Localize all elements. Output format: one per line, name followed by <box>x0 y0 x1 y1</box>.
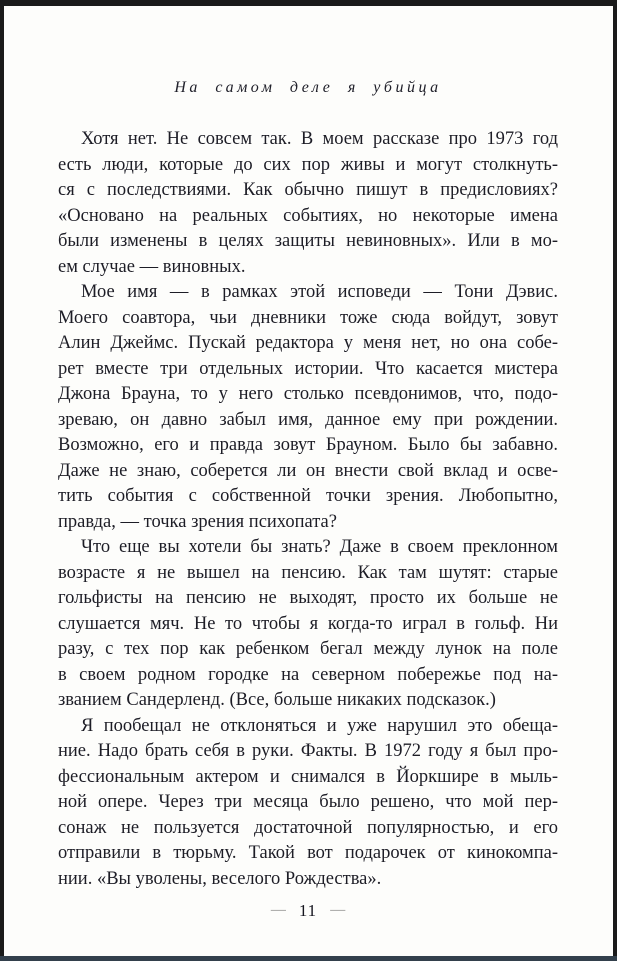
page-number-dash-right: — <box>330 901 346 918</box>
book-page <box>4 6 613 956</box>
text-line: есть люди, которые до сих пор живы и могут столкнуть- <box>58 154 558 175</box>
text-line: Моего соавтора, чьи дневники тоже сюда войдут, зовут <box>58 307 558 328</box>
text-line: ние. Надо брать себя в руки. Факты. В 1972 году я был про- <box>58 741 558 761</box>
paragraph <box>58 127 558 280</box>
text-line: правда, — точка зрения психопата? <box>58 511 337 532</box>
running-header: На самом деле я убийца <box>174 79 442 96</box>
text-line: «Основано на реальных событиях, но некоторые имена <box>58 205 558 226</box>
text-line: званием Сандерленд. (Все, больше никаких подсказок.) <box>58 690 496 710</box>
paragraph <box>58 280 558 535</box>
text-line: Я пообещал не отклоняться и уже нарушил это обеща- <box>81 715 558 736</box>
text-line: Что еще вы хотели бы знать? Даже в своем преклонном <box>81 537 558 557</box>
text-line: возрасте я не вышел на пенсию. Как там шутят: старые <box>58 562 558 583</box>
text-line: фессиональным актером и снимался в Йоркшире в мыль- <box>58 766 558 787</box>
text-line: были изменены в целях защиты невиновных». Или в мо- <box>58 231 558 251</box>
paragraph <box>58 714 558 893</box>
text-line: Мое имя — в рамках этой исповеди — Тони Дэвис. <box>81 282 558 302</box>
text-line: ем случае — виновных. <box>58 256 246 277</box>
text-line: Алин Джеймс. Пускай редактора у меня нет, но она собе- <box>58 333 558 353</box>
text-line: нии. «Вы уволены, веселого Рождества». <box>58 868 382 889</box>
text-line: в своем родном городке на северном побережье под на- <box>58 664 558 685</box>
page-number-dash-left: — <box>270 901 286 918</box>
paragraph <box>58 535 558 714</box>
text-line: Даже не знаю, соберется ли он внести свой вклад и осве- <box>58 460 558 481</box>
text-line: Возможно, его и правда зовут Брауном. Было бы забавно. <box>58 435 558 455</box>
text-line: сонаж не пользуется достаточной популярностью, и его <box>58 817 558 838</box>
text-line: ся с последствиями. Как обычно пишут в предисловиях? <box>58 180 558 200</box>
text-line: рет вместе три отдельных истории. Что касается мистера <box>58 358 558 379</box>
text-line: Хотя нет. Не совсем так. В моем рассказе про 1973 год <box>81 129 558 149</box>
text-block <box>58 127 558 892</box>
text-line: гольфисты на пенсию не выходят, просто их больше не <box>58 588 558 608</box>
text-line: ной опере. Через три месяца было решено, что мой пер- <box>58 792 558 812</box>
text-line: Джона Брауна, то у него столько псевдонимов, что, подо- <box>58 384 558 404</box>
text-line: отправили в тюрьму. Такой вот подарочек от кинокомпа- <box>58 843 558 863</box>
text-line: зреваю, он давно забыл имя, данное ему при рождении. <box>58 409 558 430</box>
page-footer <box>58 901 558 921</box>
text-line: тить события с собственной точки зрения. Любопытно, <box>58 486 558 506</box>
page-number: 11 <box>298 901 318 920</box>
text-line: слушается мяч. Не то чтобы я когда-то играл в гольф. Ни <box>58 613 558 634</box>
text-line: разу, с тех пор как ребенком бегал между лунок на поле <box>58 639 558 659</box>
